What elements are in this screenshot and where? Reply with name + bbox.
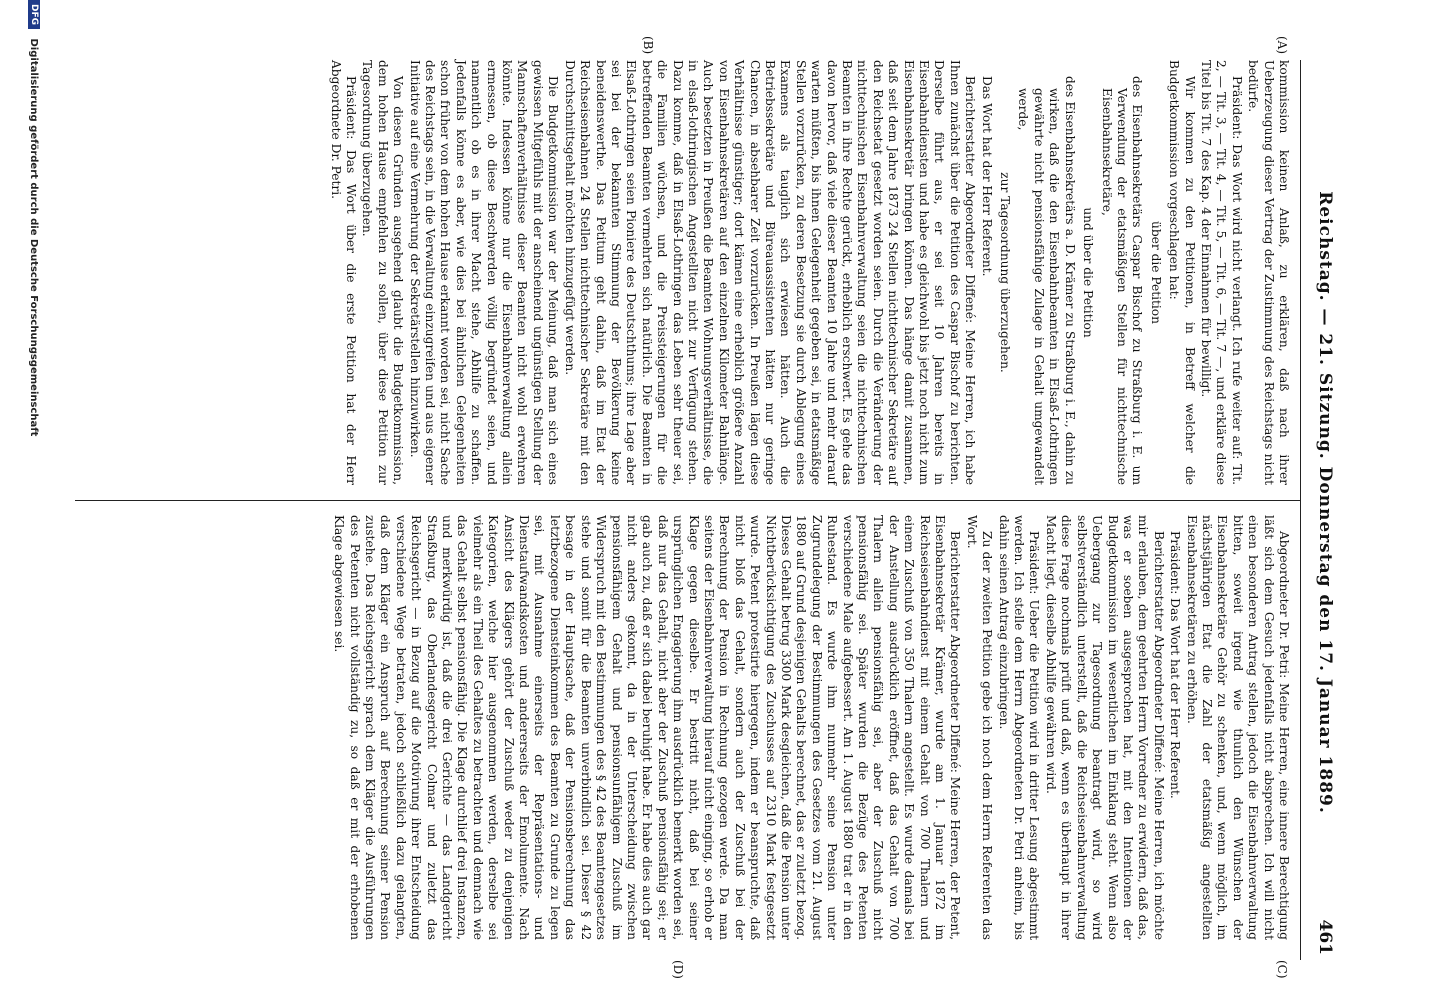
footer-text: Digitalisierung gefördert durch die Deutsche Forschungsgemeinschaft [28,38,39,437]
paragraph: des Eisenbahnsekretärs Caspar Bischof zu Straßburg i. E. um Verwendung der etatsmäßigen Stellen für nichttechnische Eisenbahnsekretäre, [1099,76,1145,485]
paragraph: Präsident: Ueber die Petition wird in dritter Lesung abgestimmt werden. Ich stelle dem Herrn Abgeordneten Dr. Petri anheim, bis dahin seinen Antrag einzubringen. [996,515,1042,940]
paragraph: Wir kommen zu den Petitionen, in Betreff welcher die Budgetkommission vorgeschlagen hat: [1167,60,1197,485]
margin-letter-a: (A) [1275,36,1289,55]
paragraph: Präsident: Das Wort hat der Herr Referent. [1168,531,1183,799]
page-header [1305,50,1335,955]
paragraph: und über die Petition [1081,207,1096,338]
paragraph: kommission keinen Anlaß, zu erklären, daß nach ihrer Ueberzeugung dieser Vertrag der Zustimmung des Reichstags nicht bedürfe. [1246,60,1291,485]
paragraph: zur Tagesordnung überzugehen. [998,172,1013,373]
paragraph: Präsident: Das Wort über die erste Petition hat der Herr Abgeordnete Dr. Petri. [328,60,359,485]
header-rule [1300,60,1301,960]
paragraph: Abgeordneter Dr. Petri: Meine Herren, eine innere Berechtigung läßt sich dem Gesuch jedenfalls nicht absprechen. Ich will nicht einen besonderen Antrag stellen, jedoch die Eisenbahnverwaltung bitten, soweit irgend wie thunlich den Wünschen der Eisenbahnsekretäre Gehör zu schenken, und, wenn möglich, im nächstjährigen Etat die Zahl der etatsmäßig angestellten Eisenbahnsekretären zu erhöhen. [1184,515,1291,940]
paragraph: Berichterstatter Abgeordneter Diffené: Meine Herren, ich möchte mir erlauben, dem geehrten Herrn Vorredner zu erwidern, daß das, was er soeben ausgesprochen hat, mit den Intentionen der Budgetkommission im wesentlichen im Einklang steht. Wenn also Uebergang zur Tagesordnung beantragt wird, so wird selbstverständlich unterstellt, daß die Reichseisenbahnverwaltung diese Frage nochmals prüft und daß, wenn es überhaupt in ihrer Macht liegt, dieselbe Abhilfe gewähren wird. [1043,515,1166,940]
paragraph: Das Wort hat der Herr Referent. [979,76,994,277]
paragraph: Die Budgetkommission war der Meinung, daß man sich eines gewissen Mitgefühls mit der anscheinend ungünstigen Stellung der Mannschaftenverhältnisse dieser Beamten nicht wohl erwehren könnte. Indessen könne nur die Eisenbahnverwaltung allein ermessen, ob diese Beschwerden völlig begründet seien, und namentlich ob es in ihrer Macht stehe, Abhilfe zu schaffen. Jedenfalls könne es aber, wie dies bei ähnlichen Gelegenheiten schon früher von dem hohen Hause erkannt worden sei, nicht Sache des Reichstags sein, in die Verwaltung einzugreifen und aus eigener Initiative auf eine Vermehrung der Sekretärstellen hinzuwirken. [407,60,561,485]
margin-letter-c: (C) [1275,960,1289,979]
paragraph: Präsident: Das Wort wird nicht verlangt. Ich rufe weiter auf: Tit. 2, — Tit. 3, — Tit. 4, — Tit. 5, — Tit. 6, — Tit. 7 —, und erkläre diese Titel bis Tit. 7 des Kap. 4 der Einnahmen für bewilligt. [1198,60,1244,485]
paragraph: Berichterstatter Abgeordneter Diffené: Meine Herren, der Petent, Eisenbahnsekretär Krämer, wurde am 1. Januar 1872 im Reichseisenbahndienst mit einem Gehalt von 700 Thalern und einem Zuschuß von 350 Thalern angestellt. Es wurde damals bei der Anstellung ausdrücklich eröffnet, daß das Gehalt von 700 Thalern allein pensionsfähig sei, aber der Zuschuß nicht pensionsfähig sei. Später wurden die Bezüge des Petenten verschiedene Male aufgebessert. Am 1. August 1880 trat er in den Ruhestand. Es wurde ihm nunmehr seine Pension unter Zugrundelegung der Bestimmungen des Gesetzes vom 21. August 1880 auf Grund desjenigen Gehalts berechnet, das er zuletzt bezog. Dieses Gehalt betrug 3300 Mark desgleichen, daß die Pension unter Nichtberücksichtigung des Zuschusses auf 2310 Mark festgesetzt wurde. Petent protestirte hiergegen, indem er beanspruchte, daß nicht bloß das Gehalt, sondern auch der Zuschuß bei der Berechnung der Pension in Rechnung gezogen werde. Da man seitens der Eisenbahnverwaltung hierauf nicht einging, so erhob er Klage gegen dieselbe. Er bestritt nicht, daß bei seiner ursprünglichen Engagierung ihm ausdrücklich bemerkt worden sei, daß nur das Gehalt, nicht aber der Zuschuß pensionsfähig sei; er gab auch zu, daß er sich dabei beruhigt habe. Er habe dies auch gar nicht anders gekonnt, da in der Unterscheidung zwischen pensionsfähigem Gehalt und pensionsunfähigem Zuschuß im Widerspruch mit den Bestimmungen des § 42 des Beamtengesetzes stehe und somit für die Beamten unverbindlich sei. Dieser § 42 besage in der Hauptsache, daß der Pensionsberechnung das letztbezogene Diensteinkommen des Beamten zu Grunde zu legen sei, mit Ausnahme einerseits der Repräsentations- und Dienstaufwandskosten und andererseits der Emolumente. Nach Ansicht des Klägers gehört der Zuschuß weder zu denjenigen Kategorien, welche hier ausgenommen werden, derselbe sei vielmehr als ein Theil des Gehaltes zu betrachten und demnach wie das Gehalt selbst pensionsfähig. Die Klage durchlief drei Instanzen, und merkwürdig ist, daß die drei Gerichte — das Landgericht Straßburg, das Oberlandesgericht Colmar und zuletzt das Reichsgericht — in Bezug auf die Motivirung ihrer Entscheidung verschiedene Wege betraten, jedoch schließlich dazu gelangten, daß dem Kläger ein Anspruch auf Berechnung seiner Pension zustehe. Das Reichsgericht sprach dem Kläger die Ausführungen des Petenten nicht vollständig zu, so daß er mit der erhobenen Klage abgewiesen sei. [332,515,963,940]
paragraph: Von diesen Gründen ausgehend glaubt die Budgetkommission, dem hohen Hause empfehlen zu sollen, über diese Petition zur Tagesordnung überzugehen. [360,60,406,485]
right-column [330,515,1291,940]
dfg-logo: DFG [28,0,40,29]
paragraph: Berichterstatter Abgeordneter Diffené: Meine Herren, ich habe Ihnen zunächst über die Petition des Caspar Bischof zu berichten. Derselbe führt aus, er sei seit 10 Jahren bereits in Eisenbahndiensten und habe es gleichwohl bis jetzt noch nicht zum Eisenbahnsekretär bringen können. Das hänge damit zusammen, daß seit dem Jahre 1873 24 Stellen nichttechnischer Sekretäre auf den Reichsetat gesetzt worden seien. Durch die Veränderung der nichttechnischen Eisenbahnverwaltung seien die nichttechnischen Beamten in ihre Rechte gerückt, erheblich erschwert. Es gehe das davon hervor, daß viele dieser Beamten 10 Jahre und mehr darauf warten müßten, bis ihnen Gelegenheit gegeben sei, in etatsmäßige Stellen vorzurücken, zu deren Besetzung sie durch Ablegung eines Examens als tauglich sich erwiesen hätten. Auch die Betriebssekretäre und Büreauassistenten hätten nur geringe Chancen, in absehbarer Zeit vorzurücken. In Preußen lägen diese Verhältnisse günstiger; dort kämen eine erheblich größere Anzahl von Eisenbahnsekretären auf den einzelnen Kilometer Bahnlänge. Auch besetzten in Preußen die Beamten Wohnungsverhältnisse, die in elsaß-lothringischen Angestellten nicht zur Verfügung stehen. Dazu komme, daß in Elsaß-Lothringen das Leben sehr theuer sei, die Familien wüchsen, und die Preissteigerungen für die betreffenden Beamten vermehrten sich natürlich. Die Beamten in Elsaß-Lothringen seien Pioniere des Deutschthums; ihre Lage aber sei bei der bekannten Stimmung der Bevölkerung keine beneidenswerthe. Das Petitum geht dahin, daß im Etat der Reichseisenbahnen 24 Stellen nichttechnischer Sekretäre mit den Durchschnittsgehalt möchten hinzugefügt werden. [562,60,978,485]
margin-letter-d: (D) [671,960,685,979]
digitization-footer [28,0,40,1000]
left-column [326,60,1291,485]
paragraph: Zu der zweiten Petition gebe ich noch dem Herrn Referenten das Wort. [964,515,995,940]
scanned-page [20,0,1375,1000]
margin-letter-b: (B) [641,36,655,55]
column-divider [75,500,1301,501]
paragraph: über die Petition [1148,221,1163,324]
paragraph: des Eisenbahnsekretärs a. D. Krämer zu Straßburg i. E., dahin zu wirken, daß die den Eisenbahnbeamten in Elsaß-Lothringen gewährte nicht pensionsfähige Zulage in Gehalt umgewandelt werde, [1016,76,1077,485]
page-number: 461 [1315,919,1335,955]
page-title: Reichstag. — 21. Sitzung. Donnerstag den 17. Januar 1889. [1315,191,1335,814]
